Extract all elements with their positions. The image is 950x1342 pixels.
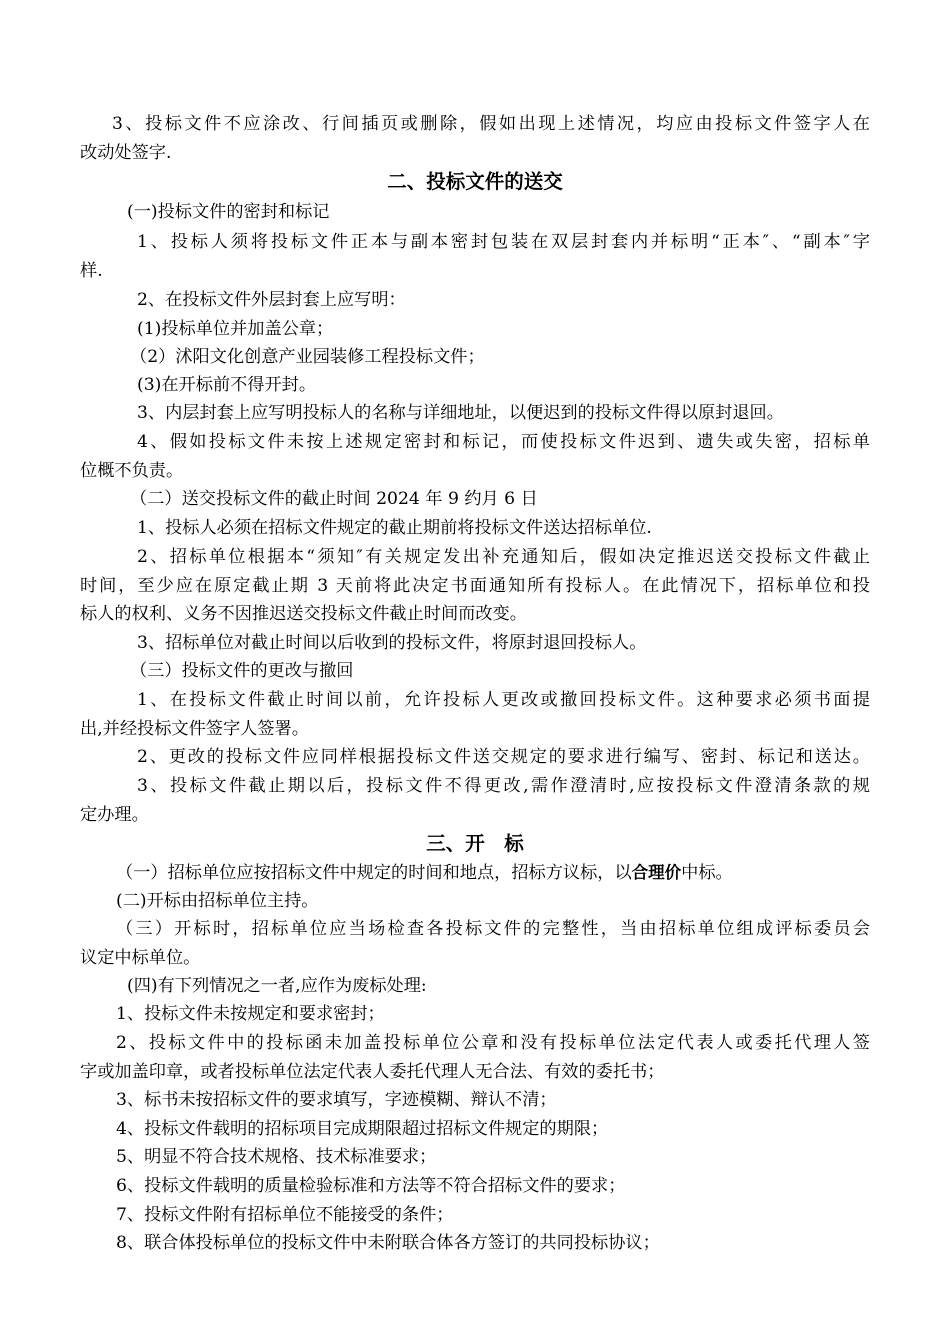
paragraph-line: 1、投标人必须在招标文件规定的截止期前将投标文件送达招标单位. <box>137 518 652 538</box>
list-item: （2）沭阳文化创意产业园装修工程投标文件； <box>130 347 485 367</box>
list-item: 8、联合体投标单位的投标文件中未附联合体各方签订的共同投标协议； <box>116 1233 660 1253</box>
list-item: (1)投标单位并加盖公章； <box>137 319 334 339</box>
paragraph-line: 时间，至少应在原定截止期 3 天前将此决定书面通知所有投标人。在此情况下，招标单位和投 <box>80 576 870 596</box>
paragraph-line: （三）开标时，招标单位应当场检查各投标文件的完整性，当由招标单位组成评标委员会 <box>116 919 870 939</box>
paragraph-line: (二)开标由招标单位主持。 <box>116 891 319 911</box>
paragraph-line: (四)有下列情况之一者,应作为废标处理: <box>127 976 427 996</box>
paragraph-line: 样. <box>80 261 103 281</box>
paragraph-line: 位概不负责。 <box>80 461 184 481</box>
list-item: 2、投标文件中的投标函未加盖投标单位公章和没有投标单位法定代表人或委托代理人签 <box>116 1033 870 1053</box>
paragraph-text: （一）招标单位应按招标文件中规定的时间和地点，招标方议标，以 <box>116 863 632 883</box>
paragraph-line <box>116 861 733 885</box>
subsection-heading: (一)投标文件的密封和标记 <box>127 202 330 222</box>
subsection-heading: （二）送交投标文件的截止时间 2024 年 9 约月 6 日 <box>130 489 538 509</box>
list-item: 6、投标文件载明的质量检验标准和方法等不符合招标文件的要求； <box>116 1176 626 1196</box>
paragraph-line: 2、更改的投标文件应同样根据投标文件送交规定的要求进行编写、密封、标记和送达。 <box>137 747 870 767</box>
list-item: 3、标书未按招标文件的要求填写，字迹模糊、辩认不清； <box>116 1090 557 1110</box>
paragraph-line: 1、在投标文件截止时间以前，允许投标人更改或撤回投标文件。这种要求必须书面提 <box>137 690 870 710</box>
list-item: 4、投标文件载明的招标项目完成期限超过招标文件规定的期限； <box>116 1119 609 1139</box>
list-item: 7、投标文件附有招标单位不能接受的条件； <box>116 1205 454 1225</box>
paragraph-text: 中标。 <box>681 863 733 883</box>
list-item: (3)在开标前不得开封。 <box>137 375 317 395</box>
section-heading: 三、开 标 <box>426 832 524 855</box>
paragraph-line: 定办理。 <box>80 805 149 825</box>
paragraph-line: 标人的权利、义务不因推迟送交投标文件截止时间而改变。 <box>80 604 527 624</box>
paragraph-line: 出,并经投标文件签字人签署。 <box>80 719 309 739</box>
subsection-heading: （三）投标文件的更改与撤回 <box>130 661 354 681</box>
list-item: 字或加盖印章，或者投标单位法定代表人委托代理人无合法、有效的委托书； <box>80 1062 665 1082</box>
emphasis-text: 合理价 <box>631 863 682 882</box>
paragraph-line: 改动处签字. <box>80 143 172 163</box>
paragraph-line: 4、假如投标文件未按上述规定密封和标记，而使投标文件迟到、遗失或失密，招标单 <box>137 432 870 452</box>
paragraph-line: 议定中标单位。 <box>80 948 201 968</box>
paragraph-line: 3、招标单位对截止时间以后收到的投标文件，将原封退回投标人。 <box>137 633 647 653</box>
paragraph-line: 1、投标人须将投标文件正本与副本密封包装在双层封套内并标明“正本″、“副本″字 <box>137 232 870 252</box>
paragraph-line: 2、在投标文件外层封套上应写明： <box>137 290 406 310</box>
section-heading: 二、投标文件的送交 <box>387 170 563 193</box>
list-item: 1、投标文件未按规定和要求密封； <box>116 1004 385 1024</box>
paragraph-line: 3、投标文件不应涂改、行间插页或删除，假如出现上述情况，均应由投标文件签字人在 <box>112 114 870 134</box>
paragraph-line: 3、内层封套上应写明投标人的名称与详细地址，以便迟到的投标文件得以原封退回。 <box>137 403 784 423</box>
paragraph-line: 3、投标文件截止期以后，投标文件不得更改,需作澄清时,应按投标文件澄清条款的规 <box>137 776 870 796</box>
list-item: 5、明显不符合技术规格、技术标准要求； <box>116 1147 437 1167</box>
paragraph-line: 2、招标单位根据本“须知″有关规定发出补充通知后，假如决定推迟送交投标文件截止 <box>137 547 870 567</box>
